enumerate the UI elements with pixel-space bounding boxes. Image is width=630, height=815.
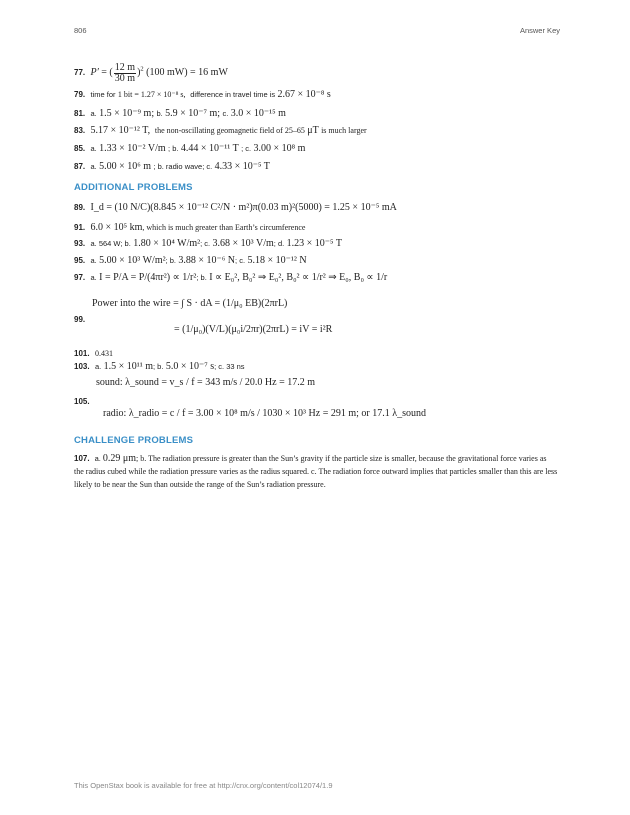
answer-107: 107. a. 0.29 μm; b. The radiation pressure is greater than the Sun’s gravity if the particle size is smaller, because the gravitational force varies as the radius cubed while the radiation pressure varies as the radius squared. c. The radiation force outward implies that particles smaller than this are less likely to be near the Sun than outside the range of the Sun’s radiation pressure. — [74, 453, 558, 489]
running-header: Answer Key — [519, 26, 560, 35]
answer-83: 83. 5.17 × 10⁻¹² T, the non-oscillating geomagnetic field of 25–65 μT is much larger — [74, 125, 367, 136]
answer-105-number: 105. — [74, 397, 90, 406]
answer-93: 93. a. 564 W; b. 1.80 × 10⁴ W/m²; c. 3.68 × 10³ V/m; d. 1.23 × 10⁻⁵ T — [74, 238, 342, 249]
answer-103: 103. a. 1.5 × 10¹¹ m; b. 5.0 × 10⁻⁷ s; c. 33 ns — [74, 361, 245, 372]
answer-81: 81. a. 1.5 × 10⁻⁹ m; b. 5.9 × 10⁻⁷ m; c. 3.0 × 10⁻¹⁵ m — [74, 108, 286, 119]
section-heading-challenge: CHALLENGE PROBLEMS — [74, 435, 194, 446]
answer-99-line2: = (1/μ₀)(V/L)(μ₀i/2πr)(2πrL) = iV = i²R — [174, 324, 333, 335]
equation-77: P′ = ( $\frac{12 m}{30 m}$ )$^2$ (100 mW) = 16 mW — [90, 61, 228, 84]
answer-91: 91. 6.0 × 10⁵ km, which is much greater than Earth’s circumference — [74, 222, 306, 233]
answer-87: 87. a. 5.00 × 10⁶ m ; b. radio wave; c. 4.33 × 10⁻⁵ T — [74, 161, 270, 172]
answer-79: 79. time for 1 bit = 1.27 × 10⁻⁸ s, difference in travel time is 2.67 × 10⁻⁸ s — [74, 89, 331, 100]
answer-105-line1: sound: λ_sound = v_s / f = 343 m/s / 20.0 Hz = 17.2 m — [96, 377, 315, 388]
answer-85: 85. a. 1.33 × 10⁻² V/m ; b. 4.44 × 10⁻¹¹ T ; c. 3.00 × 10⁸ m — [74, 143, 306, 154]
answer-99-line1: Power into the wire = ∫ S · dA = (1/μ₀ EB)(2πrL) — [92, 298, 288, 309]
answer-105-line2: radio: λ_radio = c / f = 3.00 × 10⁸ m/s / 1030 × 10³ Hz = 291 m; or 17.1 λ_sound — [103, 408, 426, 419]
section-heading-additional: ADDITIONAL PROBLEMS — [74, 182, 193, 193]
problem-number: 77. — [74, 68, 86, 78]
answer-97: 97. a. I = P/A = P/(4πr²) ∝ 1/r²; b. I ∝ E₀², B₀² ⇒ E₀², B₀² ∝ 1/r² ⇒ E₀, B₀ ∝ 1/r — [74, 272, 388, 283]
answer-101: 101. 0.431 — [74, 349, 113, 358]
answer-95: 95. a. 5.00 × 10³ W/m²; b. 3.88 × 10⁻⁶ N; c. 5.18 × 10⁻¹² N — [74, 255, 307, 266]
footer-note: This OpenStax book is available for free at http://cnx.org/content/col12074/1.9 — [74, 781, 333, 790]
answer-99-number: 99. — [74, 315, 86, 324]
page-number: 806 — [74, 26, 87, 35]
answer-77 — [74, 62, 228, 84]
answer-89: 89. I_d = (10 N/C)(8.845 × 10⁻¹² C²/N · m²)π(0.03 m)²(5000) = 1.25 × 10⁻⁵ mA — [74, 202, 397, 213]
